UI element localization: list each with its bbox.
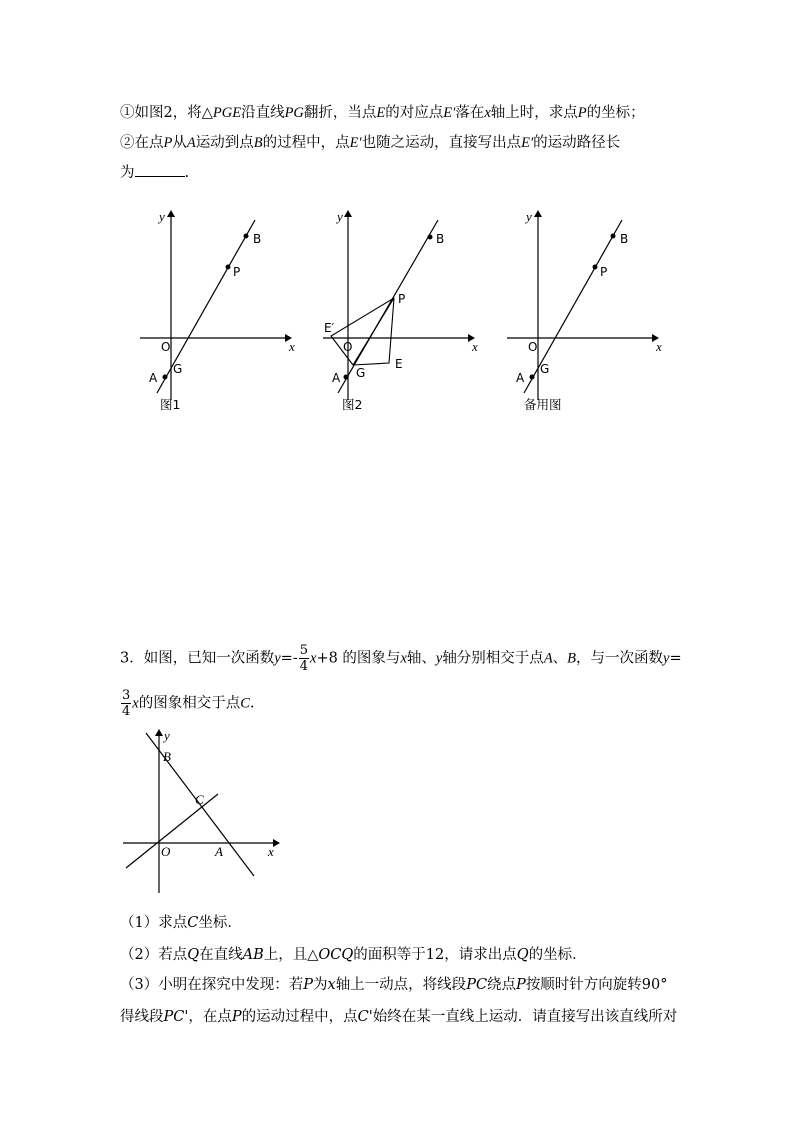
- y-label: y: [526, 209, 532, 224]
- line-ab: [157, 220, 255, 393]
- x-label: x: [656, 339, 662, 354]
- point-p: [593, 265, 598, 270]
- y-label: y: [159, 209, 165, 224]
- point-b: [244, 234, 249, 239]
- question-3-cont: 得线段PC'，在点P的运动过程中，点C'始终在某一直线上运动．请直接写出该直线所对: [120, 1009, 678, 1025]
- y-axis-arrow: [155, 729, 163, 736]
- point-a-label: A: [215, 844, 223, 859]
- y-axis-arrow: [344, 210, 352, 217]
- line-ab: [338, 220, 438, 393]
- triangle-pge-prime: [331, 298, 394, 365]
- origin-label: O: [161, 844, 171, 859]
- problem-3-stem-cont: $\frac{3}{4}$ x的图象相交于点C.: [122, 688, 255, 719]
- line-ab: [524, 220, 622, 393]
- sub-question-2-answer-line: 为 .: [120, 162, 189, 184]
- point-c-label: C: [195, 792, 204, 807]
- sub-question-1: ①如图2，将△PGE沿直线PG翻折，当点E的对应点E′落在x轴上时，求点P的坐标；: [120, 105, 645, 121]
- triangle-pge: [353, 298, 394, 365]
- point-b-label: B: [253, 232, 262, 246]
- x-label: x: [268, 844, 274, 859]
- point-g-label: G: [540, 362, 550, 376]
- x-label: x: [472, 339, 478, 354]
- question-2: （2）若点Q在直线AB上，且△OCQ的面积等于12，请求出点Q的坐标．: [120, 947, 587, 963]
- sub-question-2: ②在点P从A运动到点B的过程中，点E′也随之运动，直接写出点E′的运动路径长: [120, 135, 621, 151]
- point-g-label: G: [173, 362, 183, 376]
- point-e-label: E: [395, 357, 403, 371]
- figure-caption: 图2: [342, 397, 363, 412]
- question-3: （3）小明在探究中发现：若P为x轴上一动点，将线段PC绕点P按顺时针方向旋转90°: [120, 977, 668, 993]
- point-b-label: B: [163, 749, 171, 764]
- problem-3-stem: 3．如图，已知一次函数y=- $\frac{5}{4}$ x+8 的图象与x轴、y轴分别相交于点A、B，与一次函数y=: [120, 643, 682, 674]
- figure-1: [135, 205, 305, 415]
- point-p-label: P: [233, 265, 241, 279]
- origin-label: O: [528, 340, 538, 354]
- point-p: [226, 265, 231, 270]
- origin-label: O: [161, 340, 171, 354]
- fraction-5-4: $\frac{5}{4}$: [299, 643, 309, 674]
- point-p-label: P: [398, 292, 406, 306]
- y-axis-arrow: [534, 210, 542, 217]
- figure-caption: 备用图: [524, 397, 562, 412]
- point-b-label: B: [436, 232, 445, 246]
- x-label: x: [289, 339, 295, 354]
- point-a: [163, 375, 168, 380]
- point-p-label: P: [600, 265, 608, 279]
- point-a: [530, 375, 535, 380]
- question-1: （1）求点C坐标．: [120, 915, 242, 931]
- line-oc: [126, 794, 218, 868]
- figure-2: [318, 205, 488, 415]
- y-axis-arrow: [167, 210, 175, 217]
- x-axis-arrow: [273, 839, 280, 847]
- point-b-label: B: [620, 232, 629, 246]
- point-g-label: G: [356, 366, 366, 380]
- y-label: y: [337, 209, 343, 224]
- figure-4: [118, 728, 288, 898]
- y-label: y: [164, 728, 170, 743]
- point-e-prime-label: E′: [324, 321, 335, 335]
- origin-label: O: [343, 340, 353, 354]
- point-a-label: A: [332, 371, 341, 385]
- point-a-label: A: [516, 371, 525, 385]
- point-b: [611, 234, 616, 239]
- point-b: [428, 235, 433, 240]
- fraction-3-4: $\frac{3}{4}$: [122, 688, 131, 719]
- figure-caption: 图1: [160, 397, 181, 412]
- answer-blank[interactable]: [135, 162, 185, 177]
- figure-3: [502, 205, 672, 415]
- point-a: [344, 375, 349, 380]
- point-a-label: A: [149, 371, 158, 385]
